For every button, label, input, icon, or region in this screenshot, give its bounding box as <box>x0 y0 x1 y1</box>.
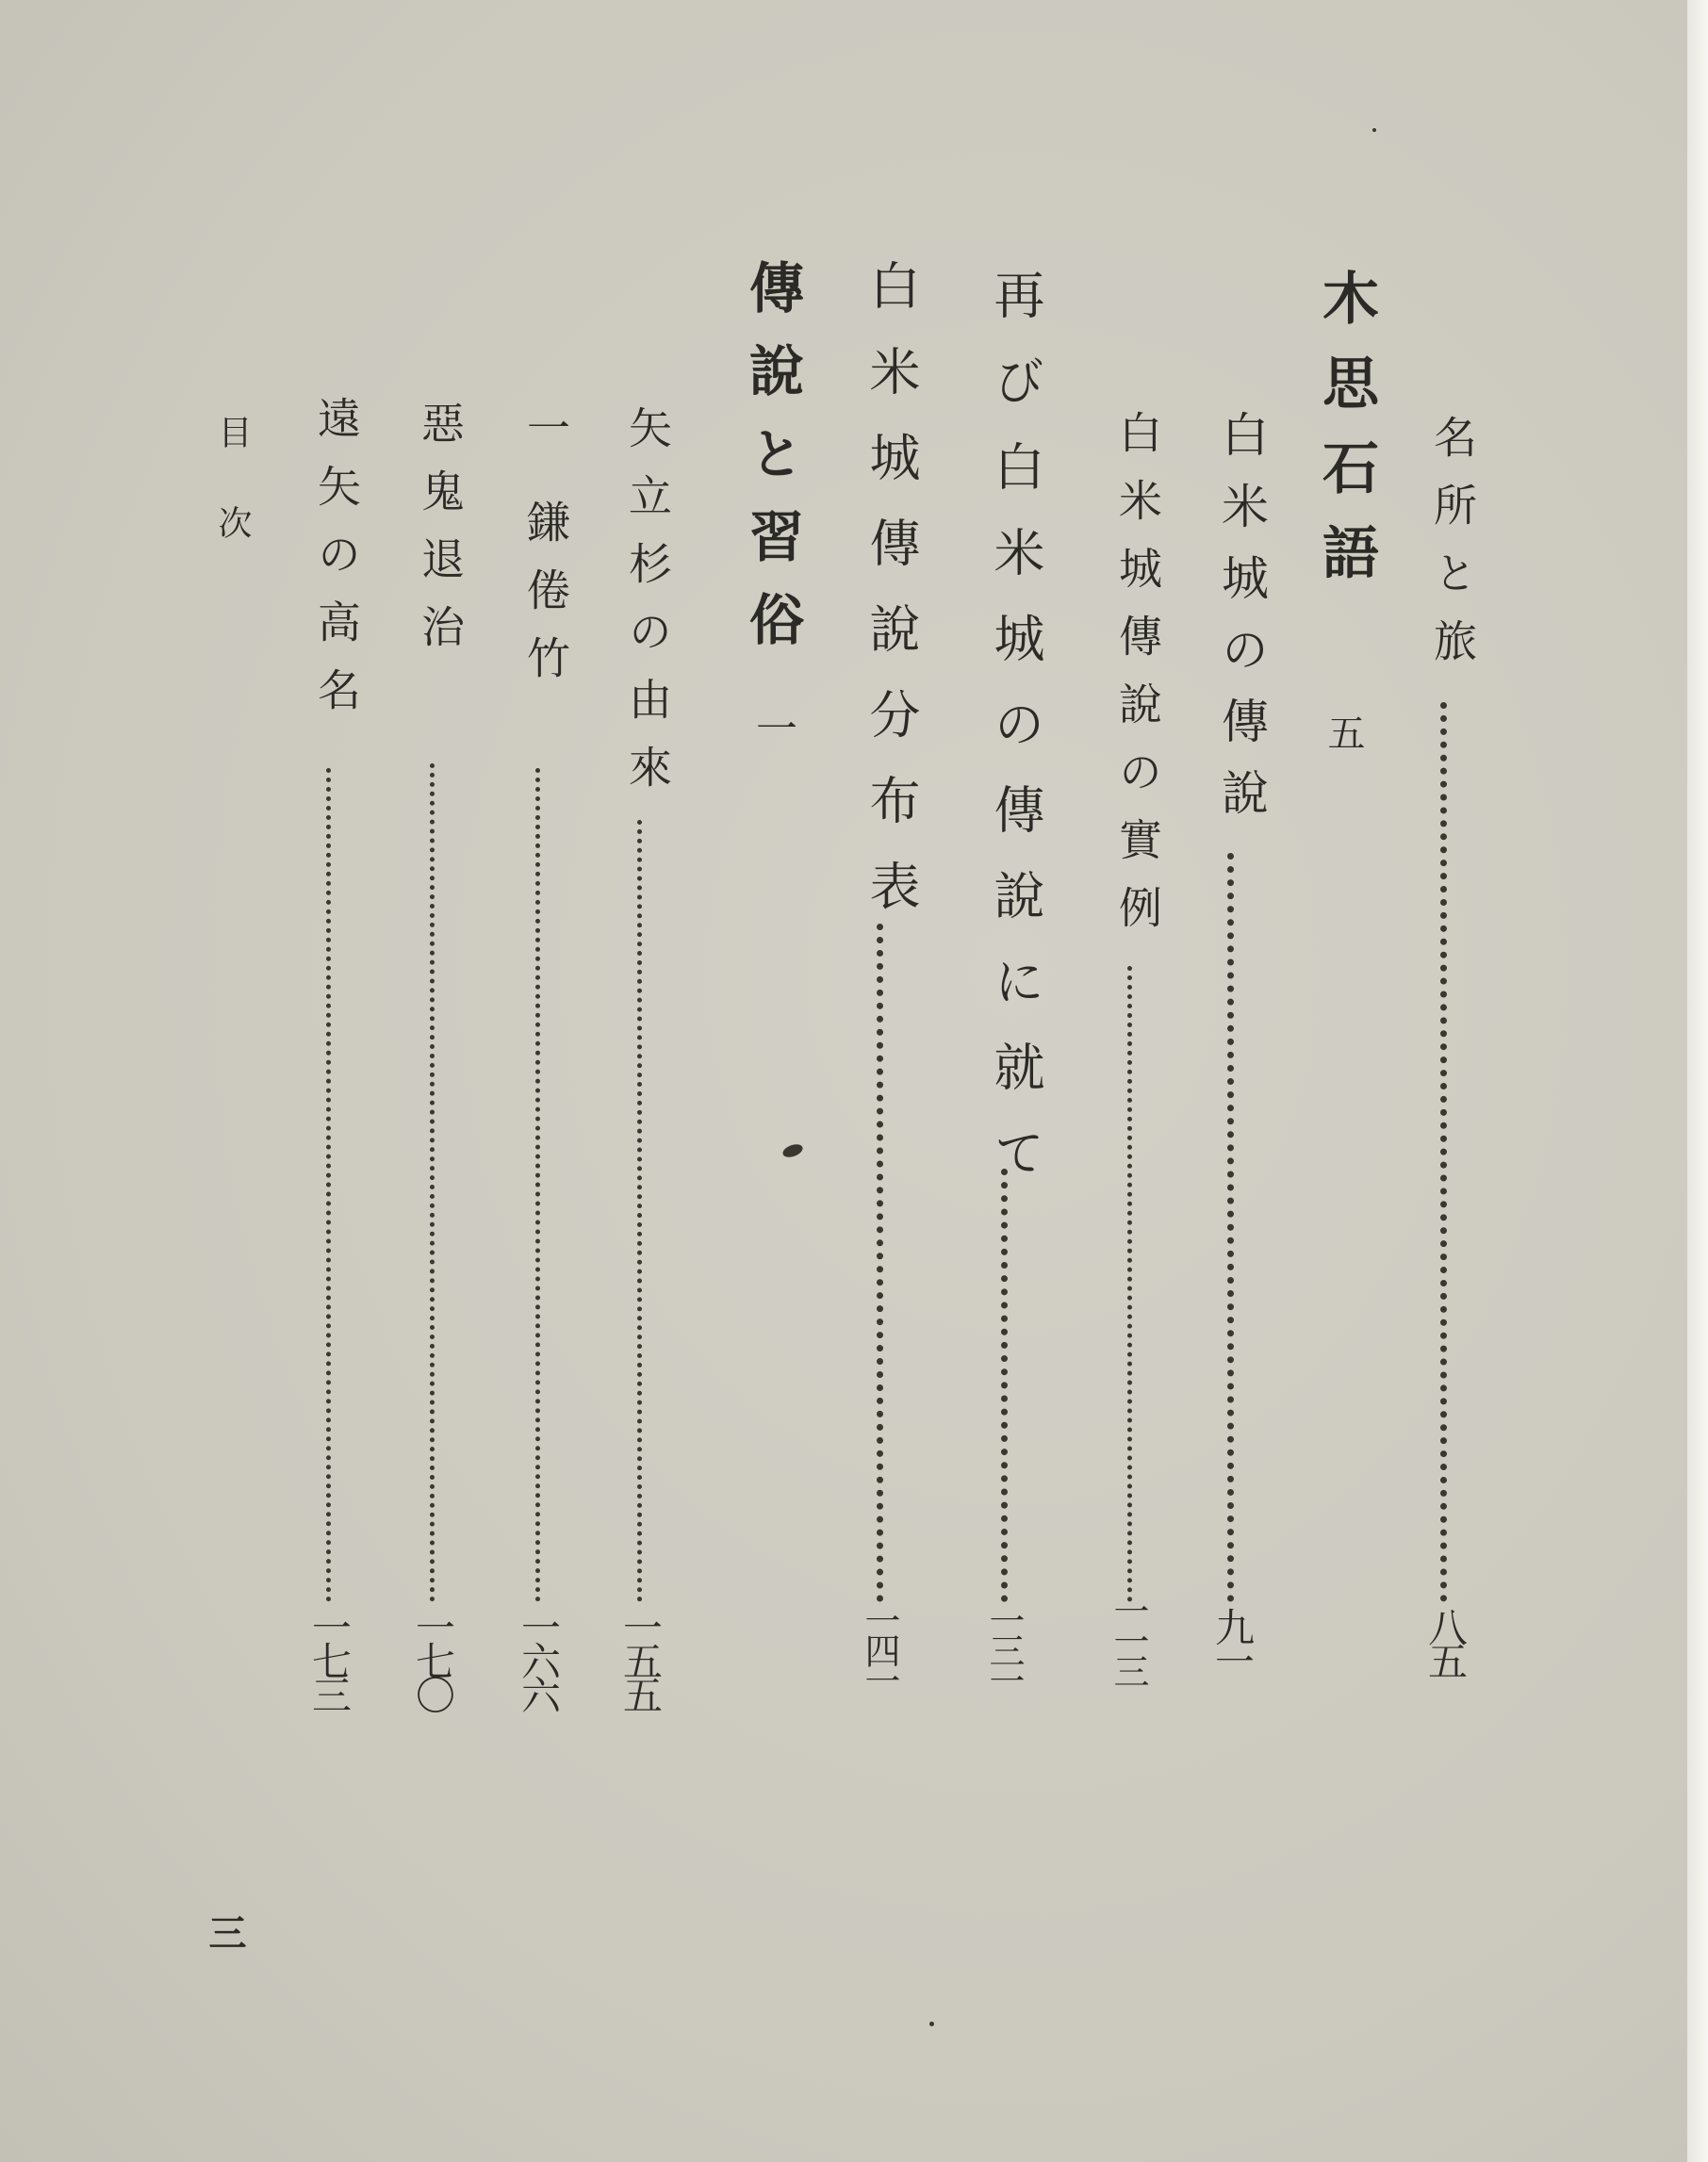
toc-entry-page: 一五五 <box>617 1607 664 1709</box>
dot-leader <box>326 768 331 1602</box>
dot-leader <box>1227 853 1234 1602</box>
toc-entry-page: 八五 <box>1422 1607 1469 1675</box>
dot-leader <box>430 763 435 1602</box>
toc-entry-title: 鎌倦竹 <box>520 500 571 703</box>
toc-entry-page: 一一三 <box>1108 1593 1149 1683</box>
section-number: 五 <box>1322 713 1365 751</box>
page-edge <box>1687 0 1708 2162</box>
dot-leader <box>877 924 883 1602</box>
page-number: 三 <box>203 1913 247 1951</box>
section-number: 一 <box>748 707 797 748</box>
toc-entry-page: 一六六 <box>516 1607 562 1709</box>
toc-entry-title: 白米城傳說分布表 <box>862 259 921 945</box>
paper-speck <box>929 2022 934 2026</box>
toc-entry-page: 一三一 <box>983 1602 1025 1693</box>
section-heading: 傳說と習俗 <box>740 259 804 674</box>
dot-leader <box>535 768 540 1602</box>
running-head: 目次 <box>213 415 252 596</box>
toc-entry-title: 矢立杉の由來 <box>622 405 673 812</box>
toc-entry-page: 一七〇 <box>410 1607 456 1709</box>
toc-entry-page: 一七三 <box>306 1607 353 1709</box>
dot-leader <box>637 820 642 1602</box>
toc-entry-title: 名所と旅 <box>1427 415 1478 686</box>
toc-entry-title: 再び白米城の傳說に就て <box>986 269 1045 1212</box>
toc-entry-title: 白米城の傳說 <box>1214 410 1269 840</box>
section-heading: 木思石語 <box>1313 269 1379 608</box>
dot-leader <box>1440 702 1447 1602</box>
toc-entry-title: 惡鬼退治 <box>415 401 466 672</box>
toc-entry-title: 遠矢の高名 <box>311 396 362 735</box>
toc-entry-page: 一四一 <box>859 1602 900 1693</box>
dot-leader <box>1127 966 1132 1602</box>
dot-leader <box>1001 1169 1008 1602</box>
toc-entry-number: 一 <box>520 405 571 473</box>
toc-entry-title: 白米城傳說の實例 <box>1112 410 1163 953</box>
paper-speck <box>1372 128 1376 132</box>
toc-entry-page: 九一 <box>1209 1607 1256 1675</box>
